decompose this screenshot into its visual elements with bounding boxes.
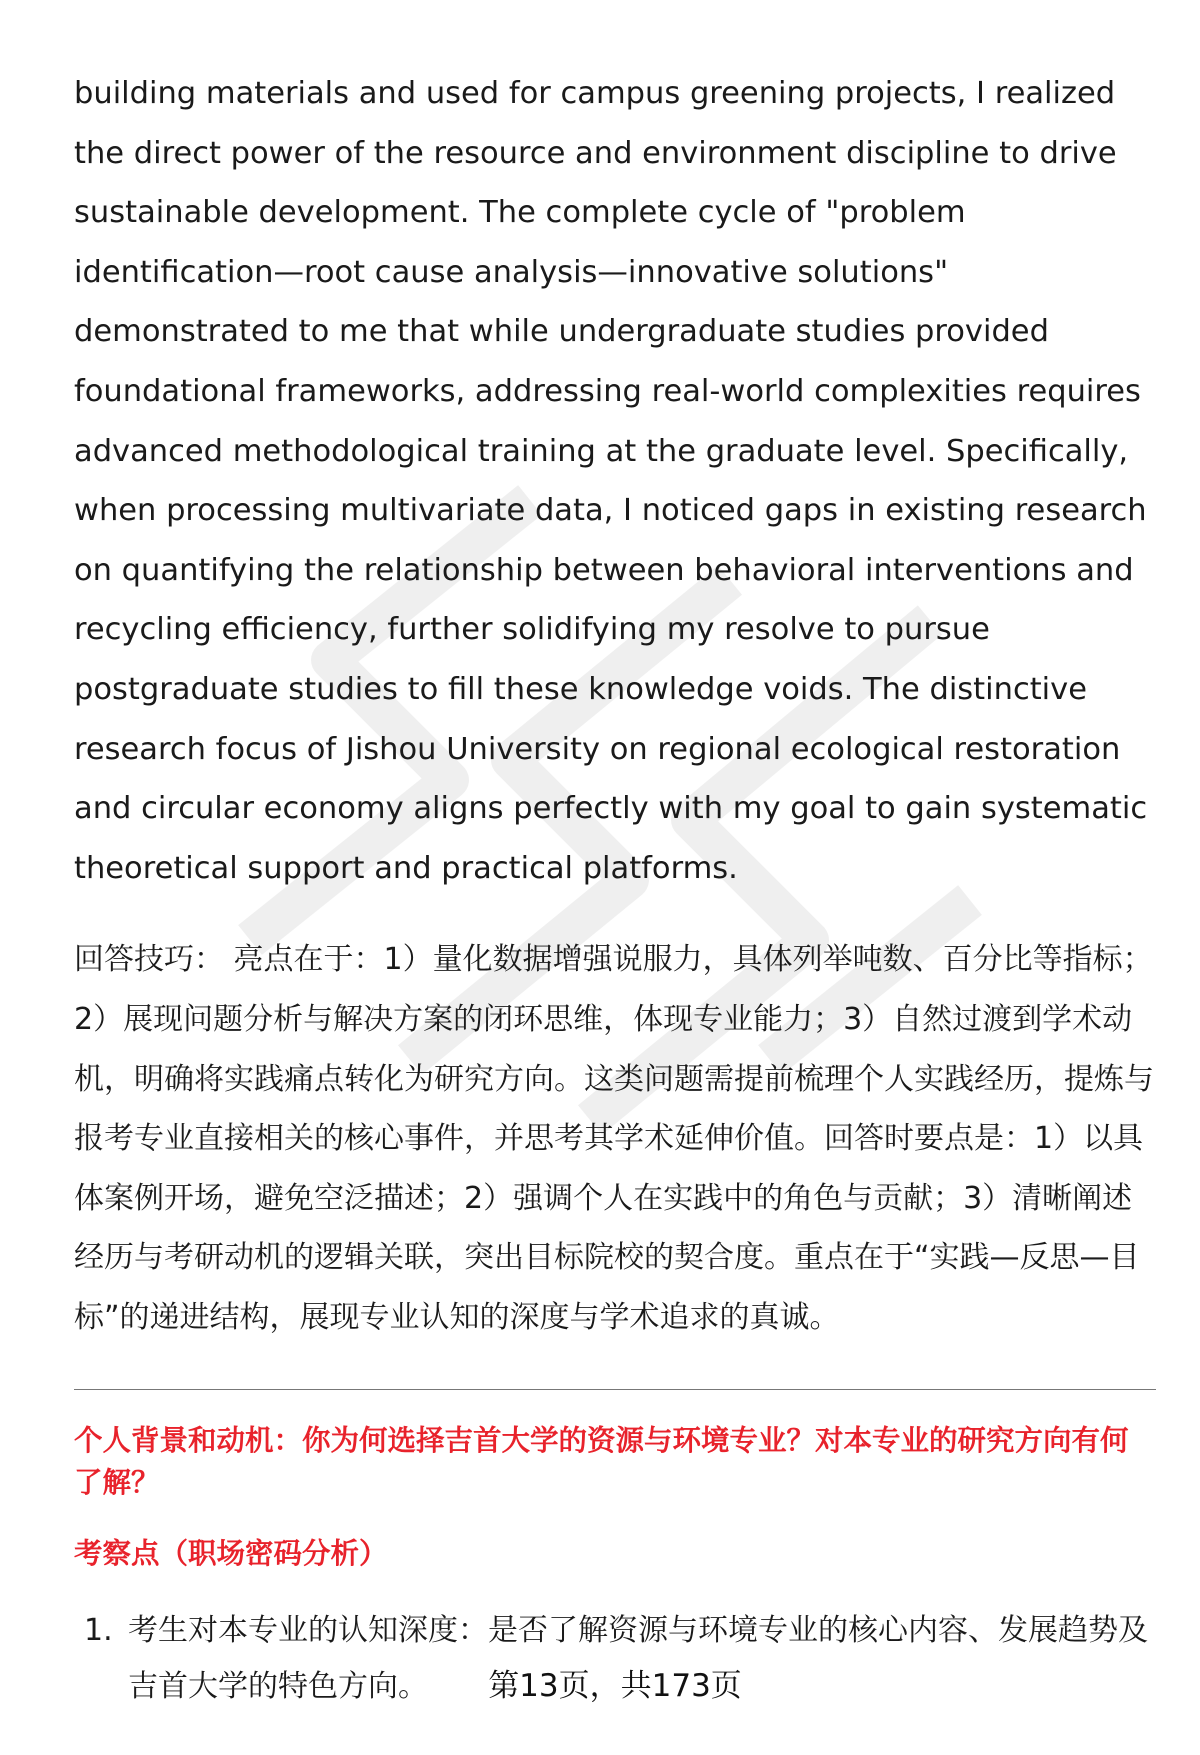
question-heading: 个人背景和动机：你为何选择吉首大学的资源与环境专业？对本专业的研究方向有何了解？ <box>74 1424 1129 1500</box>
body-paragraph: building materials and used for campus greening projects, I realized the direct power of the resource and environment discipline to drive sustainable development. The complete cycle of "problem identification—root cause analysis—innovative solutions" demonstrated to me that while undergraduate studies provided foundational frameworks, addressing real-world complexities requires advanced methodological training at the graduate level. Specifically, when processing multivariate data, I noticed gaps in existing research on quantifying the relationship between behavioral interventions and recycling efficiency, further solidifying my resolve to pursue postgraduate studies to fill these knowledge voids. The distinctive research focus of Jishou University on regional ecological restoration and circular economy aligns perfectly with my goal to gain systematic theoretical support and practical platforms. <box>74 76 1148 886</box>
answer-tip-paragraph: 回答技巧： 亮点在于：1）量化数据增强说服力，具体列举吨数、百分比等指标；2）展现问题分析与解决方案的闭环思维，体现专业能力；3）自然过渡到学术动机，明确将实践痛点转化为研究方向。这类问题需提前梳理个人实践经历，提炼与报考专业直接相关的核心事件，并思考其学术延伸价值。回答时要点是：1）以具体案例开场，避免空泛描述；2）强调个人在实践中的角色与贡献；3）清晰阐述经历与考研动机的逻辑关联，突出目标院校的契合度。重点在于“实践—反思—目标”的递进结构，展现专业认知的深度与学术追求的真诚。 <box>74 942 1154 1335</box>
assessment-heading: 考察点（职场密码分析） <box>74 1537 388 1571</box>
list-item-number: 1. <box>84 1613 113 1649</box>
list-item-text: 考生对本专业的认知深度：是否了解资源与环境专业的核心内容、发展趋势及吉首大学的特色方向。 <box>128 1613 1148 1705</box>
section-divider <box>74 1389 1156 1390</box>
page-content <box>74 64 1156 1715</box>
page-number-footer: 第13页，共173页 <box>488 1668 742 1704</box>
